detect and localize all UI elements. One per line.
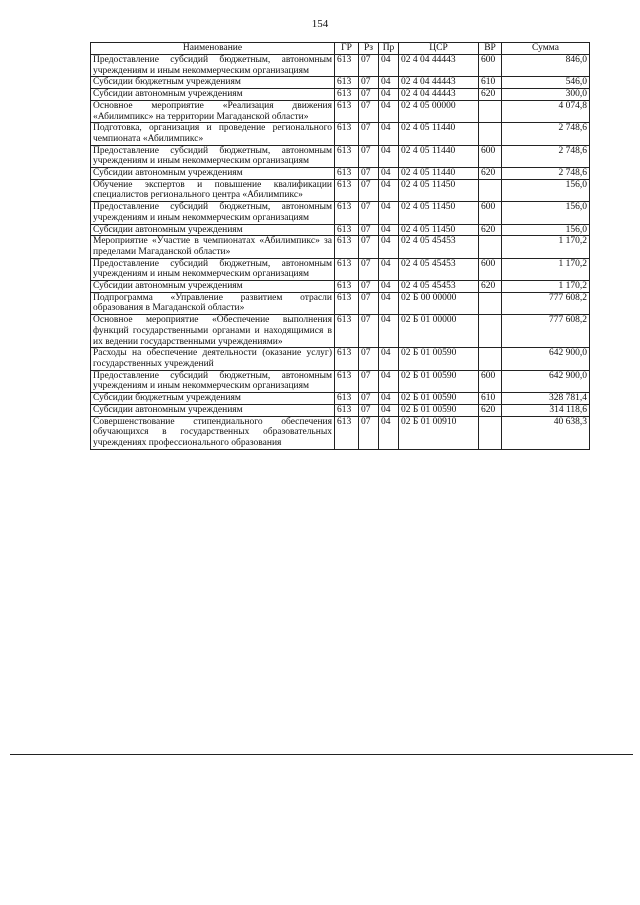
cell-vr [479, 236, 502, 258]
cell-pr: 04 [379, 416, 399, 449]
cell-gr: 613 [335, 224, 359, 236]
table-row [91, 179, 590, 201]
cell-pr: 04 [379, 258, 399, 280]
cell-csr: 02 4 05 11450 [399, 224, 479, 236]
cell-name: Предоставление субсидий бюджетным, автономным учреждениям и иным некоммерческим организациям [91, 145, 335, 167]
cell-csr: 02 Б 01 00590 [399, 370, 479, 392]
cell-name: Субсидии бюджетным учреждениям [91, 77, 335, 89]
table-row [91, 348, 590, 370]
cell-gr: 613 [335, 315, 359, 348]
table-row [91, 292, 590, 314]
cell-vr: 610 [479, 393, 502, 405]
cell-vr: 600 [479, 258, 502, 280]
cell-rz: 07 [359, 179, 379, 201]
cell-name: Субсидии автономным учреждениям [91, 89, 335, 101]
cell-gr: 613 [335, 281, 359, 293]
cell-rz: 07 [359, 202, 379, 224]
cell-rz: 07 [359, 77, 379, 89]
cell-sum: 2 748,6 [502, 123, 590, 145]
cell-vr [479, 315, 502, 348]
cell-rz: 07 [359, 281, 379, 293]
table-row [91, 100, 590, 122]
cell-pr: 04 [379, 77, 399, 89]
cell-sum: 40 638,3 [502, 416, 590, 449]
header-vr: ВР [479, 43, 502, 55]
cell-pr: 04 [379, 281, 399, 293]
cell-pr: 04 [379, 89, 399, 101]
cell-csr: 02 Б 00 00000 [399, 292, 479, 314]
cell-sum: 156,0 [502, 202, 590, 224]
cell-name: Подпрограмма «Управление развитием отрасли образования в Магаданской области» [91, 292, 335, 314]
cell-vr [479, 123, 502, 145]
cell-gr: 613 [335, 393, 359, 405]
cell-csr: 02 Б 01 00590 [399, 393, 479, 405]
cell-sum: 1 170,2 [502, 281, 590, 293]
cell-vr [479, 348, 502, 370]
cell-sum: 642 900,0 [502, 370, 590, 392]
cell-vr [479, 100, 502, 122]
cell-sum: 1 170,2 [502, 258, 590, 280]
cell-csr: 02 4 05 11450 [399, 179, 479, 201]
budget-table [90, 42, 590, 450]
cell-sum: 846,0 [502, 55, 590, 77]
cell-csr: 02 4 05 11440 [399, 123, 479, 145]
cell-sum: 777 608,2 [502, 315, 590, 348]
cell-rz: 07 [359, 404, 379, 416]
cell-pr: 04 [379, 202, 399, 224]
cell-gr: 613 [335, 168, 359, 180]
cell-vr: 600 [479, 202, 502, 224]
cell-rz: 07 [359, 292, 379, 314]
table-row [91, 123, 590, 145]
cell-name: Предоставление субсидий бюджетным, автономным учреждениям и иным некоммерческим организациям [91, 370, 335, 392]
cell-rz: 07 [359, 416, 379, 449]
cell-name: Субсидии автономным учреждениям [91, 168, 335, 180]
cell-sum: 156,0 [502, 179, 590, 201]
cell-csr: 02 4 05 45453 [399, 281, 479, 293]
cell-rz: 07 [359, 348, 379, 370]
cell-gr: 613 [335, 89, 359, 101]
cell-name: Расходы на обеспечение деятельности (оказание услуг) государственных учреждений [91, 348, 335, 370]
cell-csr: 02 Б 01 00590 [399, 348, 479, 370]
cell-gr: 613 [335, 348, 359, 370]
table-row [91, 281, 590, 293]
table-row [91, 236, 590, 258]
cell-sum: 314 118,6 [502, 404, 590, 416]
cell-name: Предоставление субсидий бюджетным, автономным учреждениям и иным некоммерческим организациям [91, 258, 335, 280]
cell-vr: 620 [479, 89, 502, 101]
cell-name: Мероприятие «Участие в чемпионатах «Абилимпикс» за пределами Магаданской области» [91, 236, 335, 258]
cell-vr: 620 [479, 224, 502, 236]
cell-rz: 07 [359, 55, 379, 77]
table-row [91, 416, 590, 449]
cell-csr: 02 4 04 44443 [399, 77, 479, 89]
cell-csr: 02 4 05 11440 [399, 145, 479, 167]
cell-sum: 328 781,4 [502, 393, 590, 405]
cell-sum: 156,0 [502, 224, 590, 236]
cell-sum: 2 748,6 [502, 145, 590, 167]
cell-gr: 613 [335, 100, 359, 122]
cell-vr: 620 [479, 404, 502, 416]
cell-csr: 02 4 05 11440 [399, 168, 479, 180]
page-number: 154 [311, 18, 329, 30]
table-body [91, 55, 590, 450]
cell-csr: 02 Б 01 00590 [399, 404, 479, 416]
cell-gr: 613 [335, 258, 359, 280]
cell-name: Предоставление субсидий бюджетным, автономным учреждениям и иным некоммерческим организациям [91, 55, 335, 77]
header-sum: Сумма [502, 43, 590, 55]
cell-gr: 613 [335, 145, 359, 167]
cell-pr: 04 [379, 55, 399, 77]
cell-pr: 04 [379, 292, 399, 314]
cell-pr: 04 [379, 404, 399, 416]
cell-rz: 07 [359, 393, 379, 405]
cell-name: Субсидии автономным учреждениям [91, 281, 335, 293]
cell-name: Подготовка, организация и проведение регионального чемпионата «Абилимпикс» [91, 123, 335, 145]
cell-gr: 613 [335, 404, 359, 416]
cell-name: Обучение экспертов и повышение квалификации специалистов регионального центра «Абилимпикс» [91, 179, 335, 201]
table-row [91, 370, 590, 392]
cell-csr: 02 Б 01 00000 [399, 315, 479, 348]
cell-pr: 04 [379, 168, 399, 180]
cell-rz: 07 [359, 168, 379, 180]
table-row [91, 315, 590, 348]
cell-vr: 620 [479, 168, 502, 180]
cell-rz: 07 [359, 123, 379, 145]
cell-vr: 600 [479, 55, 502, 77]
cell-rz: 07 [359, 315, 379, 348]
table-row [91, 145, 590, 167]
header-pr: Пр [379, 43, 399, 55]
cell-rz: 07 [359, 224, 379, 236]
table-row [91, 258, 590, 280]
table-row [91, 224, 590, 236]
cell-name: Основное мероприятие «Реализация движения «Абилимпикс» на территории Магаданской области» [91, 100, 335, 122]
cell-vr: 600 [479, 145, 502, 167]
cell-csr: 02 4 04 44443 [399, 89, 479, 101]
cell-pr: 04 [379, 370, 399, 392]
table-row [91, 393, 590, 405]
cell-vr: 600 [479, 370, 502, 392]
header-gr: ГР [335, 43, 359, 55]
cell-pr: 04 [379, 348, 399, 370]
table-row [91, 404, 590, 416]
table-row [91, 202, 590, 224]
cell-pr: 04 [379, 145, 399, 167]
cell-gr: 613 [335, 236, 359, 258]
cell-vr [479, 416, 502, 449]
table-row [91, 168, 590, 180]
cell-rz: 07 [359, 370, 379, 392]
cell-gr: 613 [335, 416, 359, 449]
cell-pr: 04 [379, 393, 399, 405]
cell-pr: 04 [379, 315, 399, 348]
header-name: Наименование [91, 43, 335, 55]
cell-name: Совершенствование стипендиального обеспечения обучающихся в государственных образовательных учреждениях профессионального образования [91, 416, 335, 449]
cell-name: Субсидии автономным учреждениям [91, 224, 335, 236]
header-csr: ЦСР [399, 43, 479, 55]
table-row [91, 55, 590, 77]
cell-sum: 777 608,2 [502, 292, 590, 314]
table-row [91, 77, 590, 89]
cell-pr: 04 [379, 236, 399, 258]
cell-csr: 02 4 04 44443 [399, 55, 479, 77]
cell-gr: 613 [335, 202, 359, 224]
cell-csr: 02 Б 01 00910 [399, 416, 479, 449]
cell-csr: 02 4 05 45453 [399, 258, 479, 280]
cell-vr [479, 292, 502, 314]
cell-sum: 4 074,8 [502, 100, 590, 122]
cell-name: Основное мероприятие «Обеспечение выполнения функций государственными органами и находящимися в их ведении государственными учреждениями» [91, 315, 335, 348]
cell-sum: 546,0 [502, 77, 590, 89]
cell-name: Предоставление субсидий бюджетным, автономным учреждениям и иным некоммерческим организациям [91, 202, 335, 224]
header-rz: Рз [359, 43, 379, 55]
cell-gr: 613 [335, 370, 359, 392]
cell-sum: 1 170,2 [502, 236, 590, 258]
cell-rz: 07 [359, 145, 379, 167]
cell-gr: 613 [335, 77, 359, 89]
cell-gr: 613 [335, 179, 359, 201]
table-row [91, 89, 590, 101]
cell-pr: 04 [379, 123, 399, 145]
cell-sum: 2 748,6 [502, 168, 590, 180]
cell-name: Субсидии автономным учреждениям [91, 404, 335, 416]
cell-sum: 300,0 [502, 89, 590, 101]
cell-csr: 02 4 05 00000 [399, 100, 479, 122]
cell-pr: 04 [379, 179, 399, 201]
cell-vr: 610 [479, 77, 502, 89]
footer-divider [10, 754, 633, 755]
cell-pr: 04 [379, 100, 399, 122]
cell-rz: 07 [359, 236, 379, 258]
cell-vr: 620 [479, 281, 502, 293]
table-header-row [91, 43, 590, 55]
cell-gr: 613 [335, 292, 359, 314]
cell-rz: 07 [359, 258, 379, 280]
cell-csr: 02 4 05 11450 [399, 202, 479, 224]
cell-pr: 04 [379, 224, 399, 236]
cell-gr: 613 [335, 123, 359, 145]
cell-rz: 07 [359, 89, 379, 101]
cell-sum: 642 900,0 [502, 348, 590, 370]
cell-csr: 02 4 05 45453 [399, 236, 479, 258]
cell-rz: 07 [359, 100, 379, 122]
cell-name: Субсидии бюджетным учреждениям [91, 393, 335, 405]
cell-gr: 613 [335, 55, 359, 77]
cell-vr [479, 179, 502, 201]
